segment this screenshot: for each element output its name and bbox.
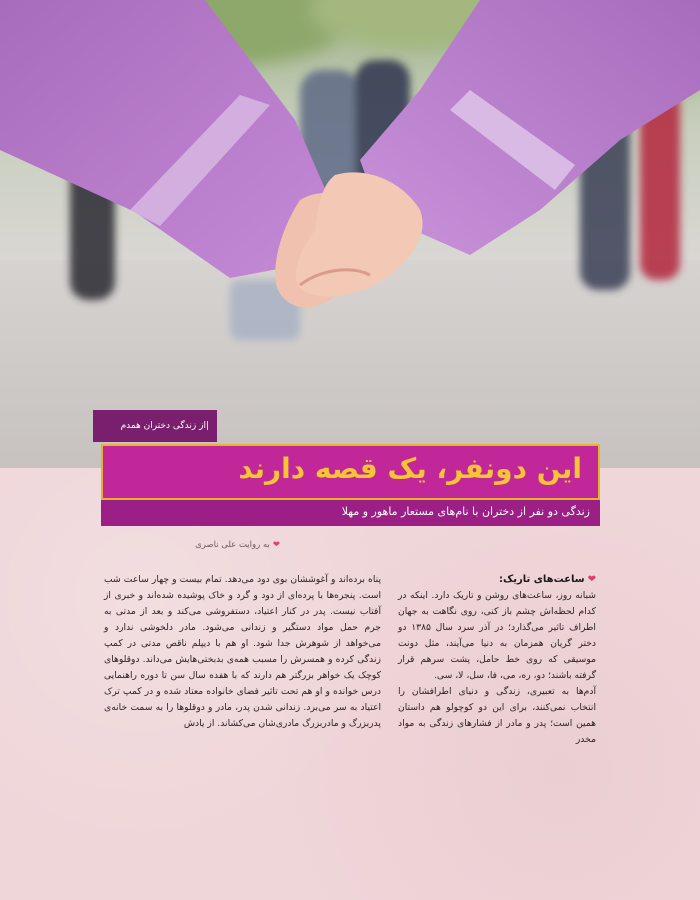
section-heading-text: ساعت‌های تاریک: [499,574,585,585]
article-subtitle: زندگی دو نفر از دختران با نام‌های مستعار ماهور و مهلا [341,505,590,518]
left-column [104,572,381,732]
heart-icon: ❤ [272,540,280,550]
paragraph: پناه برده‌اند و آغوششان بوی دود می‌دهد. تمام بیست و چهار ساعت شب است. پنجره‌ها با پرده‌ای از دود و گرد و خاک پوشیده شده‌اند و خبری از آفتاب نیست. پدر در کنار اعتیاد، دستفروشی می‌کند و بعد از مدتی به جرم حمل مواد دستگیر و زندانی می‌شود. مادر دلخوشی ندارد و می‌خواهد از شوهرش جدا شود. او هم با دیپلم ناقص مدتی در کمپ زندگی کرده و همسرش را مسبب همه‌ی بدبختی‌هایش می‌داند. دوقلوهای کوچک یک خواهر بزرگتر هم دارند که با هفده سال سن تا دوره راهنمایی درس خوانده و او هم تحت تاثیر فضای خانواده معتاد شده و در کمپ ترک اعتیاد به سر می‌برد. زندانی شدن پدر، مادر و دوقلوها را به سمت خانه‌ی پدربزرگ و مادربزرگ مادری‌شان می‌کشاند. از یادش [104,574,381,729]
right-column [398,572,596,748]
section-heading [398,572,596,588]
article-title: این دونفر، یک قصه دارند [238,452,582,485]
title-box [101,444,600,500]
byline-text: به روایت علی ناصری [195,540,270,550]
section-tag: |از زندگی دختران همدم [93,410,217,442]
heart-icon: ❤ [587,574,596,585]
paragraph: آدم‌ها به تعبیری، زندگی و دنیای اطرافشان را انتخاب نمی‌کنند، برای این دو کوچولو هم داستان همین است؛ پدر و مادر از فشارهای زندگی به مواد مخدر [398,686,596,745]
subtitle-bar [101,500,600,526]
paragraph: شبانه روز، ساعت‌های روشن و تاریک دارد. اینکه در کدام لحظه‌اش چشم باز کنی، روی نگاهت به جهان اطراف تاثیر می‌گذارد؛ در آذر سرد سال ۱۳۸۵ دو دختر گریان همزمان به دنیا می‌آیند، مثل دونت موسیقی که روی خط حامل، پشت سرهم قرار گرفته باشند؛ دو، ره، می، فا، سل، لا، سی. [398,590,596,681]
byline [100,540,280,550]
